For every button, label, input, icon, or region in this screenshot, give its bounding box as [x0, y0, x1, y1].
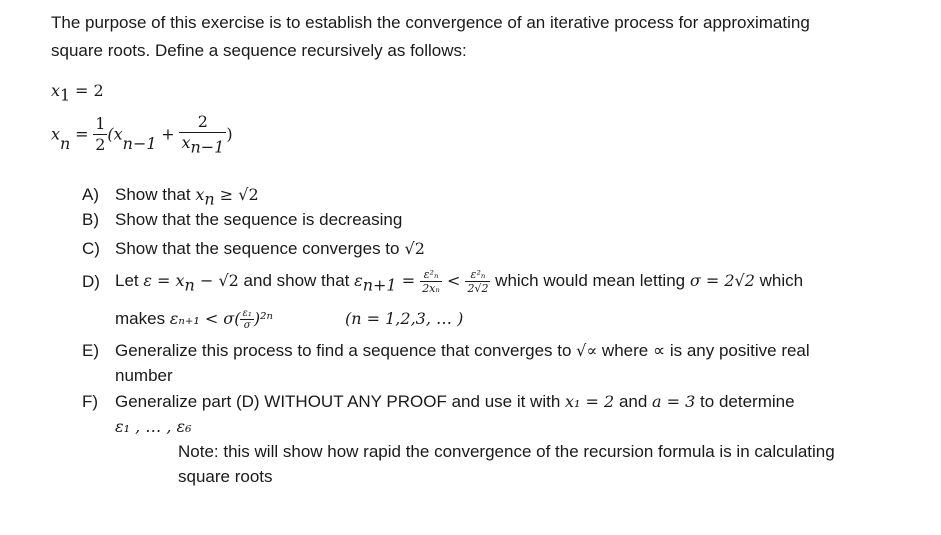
item-f-x1: x₁ = 2: [565, 392, 615, 411]
item-e-sqrt: √∝: [576, 341, 598, 360]
item-b-text: Show that the sequence is decreasing: [115, 210, 403, 229]
intro-line-1: The purpose of this exercise is to establish the convergence of an iterative process for approximating: [51, 13, 810, 32]
item-d-which: which: [754, 271, 804, 290]
xn-subscript: n: [60, 134, 71, 154]
item-f-a: a = 3: [652, 392, 696, 411]
x1-variable: x: [51, 81, 61, 100]
item-d-makes: makes: [115, 309, 170, 328]
item-d-line-2: [115, 302, 273, 336]
two-numerator: 2: [179, 112, 226, 133]
item-f-line-1: [115, 389, 795, 415]
note-line-2: square roots: [178, 467, 273, 486]
item-a-sub: n: [204, 189, 215, 209]
item-d-f1-num: ε²ₙ: [420, 268, 442, 282]
half-denominator: 2: [95, 135, 106, 155]
plus-sign: +: [161, 124, 175, 144]
note-line-1: Note: this will show how rapid the convergence of the recursion formula is in calculating: [178, 442, 835, 461]
item-d-f2-den: 2√2: [467, 282, 489, 296]
item-d-minus-sqrt: − √2: [194, 271, 239, 290]
item-d-power: )²ⁿ: [253, 309, 273, 328]
equals-sign: =: [75, 124, 89, 144]
item-a-relation: ≥ √2: [214, 185, 259, 204]
item-c-math: √2: [399, 239, 425, 258]
item-d-mid: and show that: [238, 271, 355, 290]
item-d-fraction-1: [420, 268, 442, 295]
item-e-text-3: number: [115, 366, 173, 385]
item-e-text-2: where ∝ is any positive real: [597, 341, 810, 360]
den-x: x: [181, 133, 191, 152]
item-d-label: D): [82, 272, 100, 291]
xn-variable: x: [51, 124, 61, 144]
item-f-text-1: Generalize part (D) WITHOUT ANY PROOF and use it with: [115, 392, 566, 411]
item-d-equals: =: [396, 271, 421, 290]
item-d-ratio: [240, 308, 253, 331]
item-d-eps-def: ε = x: [143, 271, 185, 290]
n-minus-1-subscript: n−1: [122, 134, 157, 154]
item-a-label: A): [82, 185, 99, 204]
item-e-text-1: Generalize this process to find a sequence that converges to: [115, 341, 577, 360]
item-d-eps-next-sub: n+1: [362, 275, 397, 295]
item-d-f2-num: ε²ₙ: [465, 268, 490, 282]
item-d-ratio-num: ε₁: [242, 308, 252, 320]
item-d-eps-def-sub: n: [184, 275, 195, 295]
close-paren: ): [226, 124, 233, 144]
item-d-range: [345, 306, 463, 332]
item-d-line-1: [115, 262, 803, 304]
x1-value: = 2: [74, 81, 104, 100]
intro-line-2: square roots. Define a sequence recursively as follows:: [51, 41, 467, 60]
item-f-eps-range: [115, 414, 192, 440]
item-d-after: which would mean letting: [490, 271, 690, 290]
equation-recursion: [51, 112, 233, 157]
item-b-label: B): [82, 210, 99, 229]
half-numerator: 1: [95, 114, 106, 134]
item-f-text-2: to determine: [695, 392, 795, 411]
open-paren-x: (x: [107, 124, 123, 144]
item-f-label: F): [82, 392, 99, 411]
item-d-range-text: (n = 1,2,3, … ): [345, 309, 464, 328]
item-d-let: Let: [115, 271, 144, 290]
item-f-eps: ε₁ , … , ε₆: [115, 417, 192, 436]
item-d-eps-next: ε: [354, 271, 363, 290]
two-over-x-fraction: [179, 112, 226, 157]
equation-x1: [51, 78, 104, 108]
item-d-ratio-den: σ: [243, 320, 251, 332]
item-c-text: Show that the sequence converges to: [115, 239, 400, 258]
half-fraction: [93, 114, 107, 155]
item-a-x: x: [195, 185, 205, 204]
item-f-and: and: [614, 392, 653, 411]
item-d-sigma-def: σ = 2√2: [689, 271, 755, 290]
item-c-label: C): [82, 239, 100, 258]
x1-subscript: 1: [60, 85, 71, 105]
item-d-less-than: <: [441, 271, 466, 290]
den-subscript: n−1: [190, 137, 225, 157]
item-d-fraction-2: [465, 268, 490, 295]
item-c: [115, 236, 425, 262]
item-d-f1-den: 2xₙ: [422, 282, 440, 296]
item-e-line-1: [115, 338, 810, 364]
item-a-text: Show that: [115, 185, 196, 204]
item-d-inequality: εₙ₊₁ < σ(: [169, 309, 241, 328]
item-e-label: E): [82, 341, 99, 360]
